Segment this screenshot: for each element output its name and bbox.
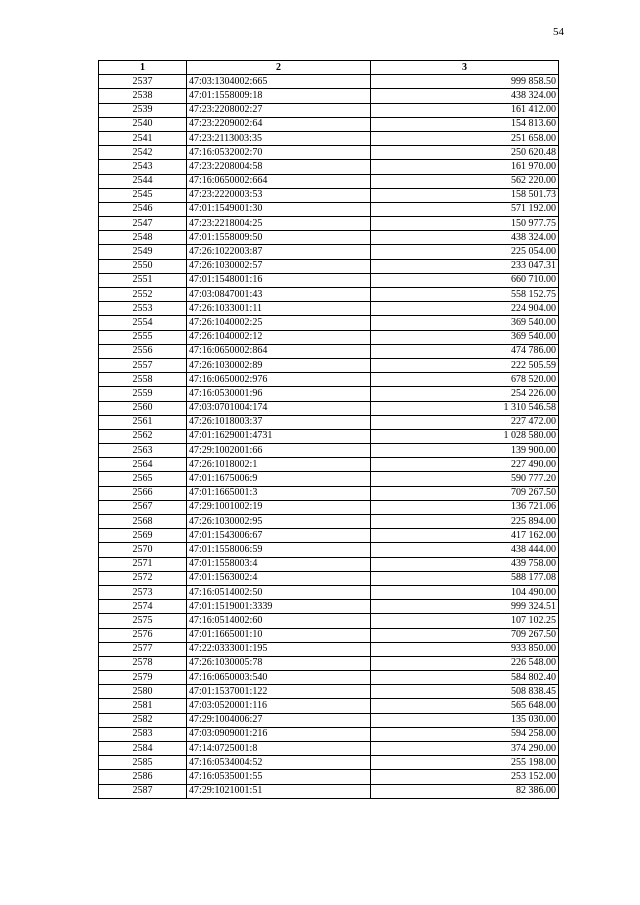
row-number-cell: 2581	[99, 699, 187, 713]
table-row	[99, 387, 559, 401]
cadastral-number-cell: 47:26:1033001:11	[187, 302, 371, 316]
value-cell: 438 324.00	[371, 231, 559, 245]
value-cell: 222 505.59	[371, 358, 559, 372]
value-cell: 254 226.00	[371, 387, 559, 401]
value-cell: 369 540.00	[371, 316, 559, 330]
cadastral-number-cell: 47:29:1001002:19	[187, 500, 371, 514]
row-number-cell: 2558	[99, 373, 187, 387]
table-row	[99, 131, 559, 145]
page-number: 54	[553, 26, 564, 38]
cadastral-number-cell: 47:01:1665001:3	[187, 486, 371, 500]
cadastral-number-cell: 47:16:0532002:70	[187, 146, 371, 160]
row-number-cell: 2574	[99, 600, 187, 614]
row-number-cell: 2578	[99, 656, 187, 670]
cadastral-number-cell: 47:01:1675006:9	[187, 472, 371, 486]
table-row	[99, 444, 559, 458]
table-row	[99, 174, 559, 188]
table-row	[99, 756, 559, 770]
table-row	[99, 458, 559, 472]
table-row	[99, 146, 559, 160]
cadastral-number-cell: 47:03:0909001:216	[187, 727, 371, 741]
row-number-cell: 2582	[99, 713, 187, 727]
table-row	[99, 656, 559, 670]
cadastral-number-cell: 47:26:1022003:87	[187, 245, 371, 259]
column-header-2: 2	[187, 61, 371, 75]
table-row	[99, 543, 559, 557]
value-cell: 374 290.00	[371, 742, 559, 756]
cadastral-number-cell: 47:16:0650002:864	[187, 344, 371, 358]
table-row	[99, 358, 559, 372]
cadastral-number-cell: 47:26:1018003:37	[187, 415, 371, 429]
table-row	[99, 415, 559, 429]
row-number-cell: 2570	[99, 543, 187, 557]
table-row	[99, 685, 559, 699]
row-number-cell: 2559	[99, 387, 187, 401]
value-cell: 1 028 580.00	[371, 429, 559, 443]
value-cell: 161 412.00	[371, 103, 559, 117]
cadastral-number-cell: 47:26:1030002:89	[187, 358, 371, 372]
row-number-cell: 2541	[99, 131, 187, 145]
table-row	[99, 713, 559, 727]
row-number-cell: 2583	[99, 727, 187, 741]
value-cell: 709 267.50	[371, 628, 559, 642]
row-number-cell: 2579	[99, 671, 187, 685]
table-row	[99, 642, 559, 656]
table-row	[99, 302, 559, 316]
row-number-cell: 2554	[99, 316, 187, 330]
row-number-cell: 2548	[99, 231, 187, 245]
value-cell: 107 102.25	[371, 614, 559, 628]
value-cell: 82 386.00	[371, 784, 559, 798]
cadastral-number-cell: 47:03:0847001:43	[187, 288, 371, 302]
table-header-row	[99, 61, 559, 75]
row-number-cell: 2585	[99, 756, 187, 770]
column-header-3: 3	[371, 61, 559, 75]
value-cell: 565 648.00	[371, 699, 559, 713]
table-row	[99, 429, 559, 443]
row-number-cell: 2586	[99, 770, 187, 784]
value-cell: 253 152.00	[371, 770, 559, 784]
row-number-cell: 2539	[99, 103, 187, 117]
row-number-cell: 2576	[99, 628, 187, 642]
table-row	[99, 628, 559, 642]
table-row	[99, 160, 559, 174]
value-cell: 150 977.75	[371, 217, 559, 231]
table-row	[99, 585, 559, 599]
value-cell: 104 490.00	[371, 585, 559, 599]
row-number-cell: 2563	[99, 444, 187, 458]
row-number-cell: 2540	[99, 117, 187, 131]
row-number-cell: 2551	[99, 273, 187, 287]
cadastral-number-cell: 47:16:0650002:664	[187, 174, 371, 188]
cadastral-number-cell: 47:01:1543006:67	[187, 529, 371, 543]
row-number-cell: 2546	[99, 202, 187, 216]
table-row	[99, 770, 559, 784]
value-cell: 660 710.00	[371, 273, 559, 287]
cadastral-number-cell: 47:01:1548001:16	[187, 273, 371, 287]
cadastral-number-cell: 47:16:0530001:96	[187, 387, 371, 401]
table-row	[99, 557, 559, 571]
table-row	[99, 117, 559, 131]
cadastral-number-cell: 47:01:1558009:50	[187, 231, 371, 245]
table-row	[99, 273, 559, 287]
row-number-cell: 2564	[99, 458, 187, 472]
value-cell: 933 850.00	[371, 642, 559, 656]
row-number-cell: 2552	[99, 288, 187, 302]
cadastral-number-cell: 47:23:2218004:25	[187, 217, 371, 231]
row-number-cell: 2550	[99, 259, 187, 273]
row-number-cell: 2571	[99, 557, 187, 571]
table-row	[99, 231, 559, 245]
value-cell: 562 220.00	[371, 174, 559, 188]
row-number-cell: 2556	[99, 344, 187, 358]
value-cell: 999 324.51	[371, 600, 559, 614]
value-cell: 438 324.00	[371, 89, 559, 103]
value-cell: 255 198.00	[371, 756, 559, 770]
table-row	[99, 316, 559, 330]
cadastral-number-cell: 47:29:1004006:27	[187, 713, 371, 727]
data-table	[98, 60, 559, 799]
cadastral-number-cell: 47:03:0520001:116	[187, 699, 371, 713]
table-row	[99, 259, 559, 273]
table-row	[99, 500, 559, 514]
table-body	[99, 75, 559, 799]
value-cell: 139 900.00	[371, 444, 559, 458]
row-number-cell: 2553	[99, 302, 187, 316]
table-row	[99, 373, 559, 387]
value-cell: 369 540.00	[371, 330, 559, 344]
value-cell: 161 970.00	[371, 160, 559, 174]
value-cell: 474 786.00	[371, 344, 559, 358]
value-cell: 226 548.00	[371, 656, 559, 670]
row-number-cell: 2573	[99, 585, 187, 599]
cadastral-number-cell: 47:26:1030005:78	[187, 656, 371, 670]
cadastral-number-cell: 47:16:0650003:540	[187, 671, 371, 685]
cadastral-number-cell: 47:01:1558009:18	[187, 89, 371, 103]
table-row	[99, 217, 559, 231]
table-row	[99, 103, 559, 117]
cadastral-number-cell: 47:29:1021001:51	[187, 784, 371, 798]
row-number-cell: 2575	[99, 614, 187, 628]
table-row	[99, 89, 559, 103]
table-row	[99, 330, 559, 344]
cadastral-number-cell: 47:22:0333001:195	[187, 642, 371, 656]
value-cell: 250 620.48	[371, 146, 559, 160]
value-cell: 225 894.00	[371, 515, 559, 529]
value-cell: 225 054.00	[371, 245, 559, 259]
value-cell: 158 501.73	[371, 188, 559, 202]
table-row	[99, 401, 559, 415]
cadastral-number-cell: 47:16:0534004:52	[187, 756, 371, 770]
cadastral-number-cell: 47:26:1030002:57	[187, 259, 371, 273]
value-cell: 709 267.50	[371, 486, 559, 500]
cadastral-number-cell: 47:26:1030002:95	[187, 515, 371, 529]
table-row	[99, 202, 559, 216]
row-number-cell: 2561	[99, 415, 187, 429]
cadastral-number-cell: 47:01:1549001:30	[187, 202, 371, 216]
table-row	[99, 671, 559, 685]
cadastral-number-cell: 47:01:1558003:4	[187, 557, 371, 571]
row-number-cell: 2543	[99, 160, 187, 174]
table-row	[99, 245, 559, 259]
cadastral-number-cell: 47:26:1040002:25	[187, 316, 371, 330]
row-number-cell: 2557	[99, 358, 187, 372]
value-cell: 594 258.00	[371, 727, 559, 741]
value-cell: 154 813.60	[371, 117, 559, 131]
value-cell: 227 490.00	[371, 458, 559, 472]
value-cell: 417 162.00	[371, 529, 559, 543]
cadastral-number-cell: 47:23:2208004:58	[187, 160, 371, 174]
row-number-cell: 2568	[99, 515, 187, 529]
cadastral-number-cell: 47:16:0650002:976	[187, 373, 371, 387]
table-row	[99, 515, 559, 529]
table-row	[99, 288, 559, 302]
cadastral-number-cell: 47:03:1304002:665	[187, 75, 371, 89]
row-number-cell: 2537	[99, 75, 187, 89]
row-number-cell: 2587	[99, 784, 187, 798]
row-number-cell: 2560	[99, 401, 187, 415]
value-cell: 999 858.50	[371, 75, 559, 89]
row-number-cell: 2584	[99, 742, 187, 756]
value-cell: 558 152.75	[371, 288, 559, 302]
table-row	[99, 784, 559, 798]
row-number-cell: 2567	[99, 500, 187, 514]
value-cell: 571 192.00	[371, 202, 559, 216]
value-cell: 439 758.00	[371, 557, 559, 571]
cadastral-number-cell: 47:01:1665001:10	[187, 628, 371, 642]
cadastral-number-cell: 47:23:2220003:53	[187, 188, 371, 202]
row-number-cell: 2565	[99, 472, 187, 486]
value-cell: 135 030.00	[371, 713, 559, 727]
cadastral-number-cell: 47:23:2113003:35	[187, 131, 371, 145]
cadastral-number-cell: 47:26:1040002:12	[187, 330, 371, 344]
row-number-cell: 2577	[99, 642, 187, 656]
table-row	[99, 614, 559, 628]
column-header-1: 1	[99, 61, 187, 75]
value-cell: 1 310 546.58	[371, 401, 559, 415]
table-row	[99, 600, 559, 614]
value-cell: 224 904.00	[371, 302, 559, 316]
cadastral-number-cell: 47:16:0535001:55	[187, 770, 371, 784]
table-row	[99, 699, 559, 713]
value-cell: 251 658.00	[371, 131, 559, 145]
row-number-cell: 2572	[99, 571, 187, 585]
cadastral-number-cell: 47:03:0701004:174	[187, 401, 371, 415]
cadastral-number-cell: 47:23:2209002:64	[187, 117, 371, 131]
data-table-container	[98, 60, 558, 799]
cadastral-number-cell: 47:16:0514002:60	[187, 614, 371, 628]
row-number-cell: 2547	[99, 217, 187, 231]
row-number-cell: 2544	[99, 174, 187, 188]
table-row	[99, 472, 559, 486]
table-row	[99, 742, 559, 756]
table-row	[99, 727, 559, 741]
cadastral-number-cell: 47:01:1519001:3339	[187, 600, 371, 614]
row-number-cell: 2569	[99, 529, 187, 543]
value-cell: 588 177.08	[371, 571, 559, 585]
cadastral-number-cell: 47:23:2208002:27	[187, 103, 371, 117]
table-row	[99, 188, 559, 202]
row-number-cell: 2545	[99, 188, 187, 202]
row-number-cell: 2542	[99, 146, 187, 160]
value-cell: 590 777.20	[371, 472, 559, 486]
row-number-cell: 2538	[99, 89, 187, 103]
value-cell: 227 472.00	[371, 415, 559, 429]
row-number-cell: 2566	[99, 486, 187, 500]
table-row	[99, 75, 559, 89]
row-number-cell: 2580	[99, 685, 187, 699]
cadastral-number-cell: 47:14:0725001:8	[187, 742, 371, 756]
cadastral-number-cell: 47:29:1002001:66	[187, 444, 371, 458]
cadastral-number-cell: 47:01:1537001:122	[187, 685, 371, 699]
table-row	[99, 529, 559, 543]
cadastral-number-cell: 47:01:1629001:4731	[187, 429, 371, 443]
value-cell: 233 047.31	[371, 259, 559, 273]
cadastral-number-cell: 47:16:0514002:50	[187, 585, 371, 599]
table-row	[99, 571, 559, 585]
value-cell: 584 802.40	[371, 671, 559, 685]
value-cell: 508 838.45	[371, 685, 559, 699]
value-cell: 438 444.00	[371, 543, 559, 557]
value-cell: 678 520.00	[371, 373, 559, 387]
row-number-cell: 2549	[99, 245, 187, 259]
row-number-cell: 2562	[99, 429, 187, 443]
cadastral-number-cell: 47:26:1018002:1	[187, 458, 371, 472]
row-number-cell: 2555	[99, 330, 187, 344]
cadastral-number-cell: 47:01:1558006:59	[187, 543, 371, 557]
value-cell: 136 721.06	[371, 500, 559, 514]
table-row	[99, 344, 559, 358]
cadastral-number-cell: 47:01:1563002:4	[187, 571, 371, 585]
table-row	[99, 486, 559, 500]
